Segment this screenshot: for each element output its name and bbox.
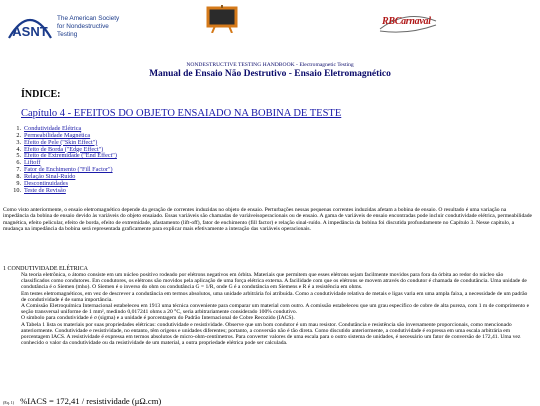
table-of-contents [6, 126, 117, 194]
toc-link-fill-factor[interactable]: Fator de Enchimento ("Fill Factor") [24, 166, 113, 174]
section-paragraph: A Tabela 1 lista os materiais por suas propriedades elétricas: condutividade e resistividade. Observe que um bom condutor é um mau resistor. Condutância e resistência são inversamente proporcionais, como mencionado anteriormente. Condutividade e resistividade, no entanto, têm origens e unidades diferentes; portanto, a conversão não é tão direta. Como discutido anteriormente, a condutividade é expressa em uma escala arbitrária em porcentagem IACS. A resistividade é expressa em termos absolutos de micro-ohm-centímetros. Para converter valores de uma escala para o outro sistema de unidades, é necessário um fator de conversão de 172,41. Uma vez conhecido o valor da condutividade ou da resistividade de um material, a outra propriedade elétrica pode ser calculada. [21, 321, 521, 347]
section-paragraph: Na teoria eletrônica, o átomo consiste em um núcleo positivo rodeado por elétrons negativos em órbita. Materiais que permitem que esses elétrons sejam facilmente movidos para fora da órbita ao redor do núcleo são classificados como condutores. Em condutores, os elétrons são movidos pela aplicação de uma força elétrica externa. A facilidade com que os elétrons se movem através do condutor é chamada de condutância. Uma unidade de condutância é o Siemen (mho). O Siemen é o inverso do ohm ou condutância G = 1/R, onde G é a condutância em Siemens e R é a resistência em ohms. [21, 272, 527, 291]
toc-item [6, 188, 117, 195]
toc-number: 10. [13, 186, 21, 194]
toc-link-condutividade[interactable]: Condutividade Elétrica [24, 125, 82, 132]
intro-paragraph: Como visto anteriormente, o ensaio eletromagnético depende da geração de correntes induzidas no objeto de ensaio. Perturbações nessas pequenas correntes induzidas afetam a bobina de ensaio. O resultado é uma variação na impedância da bobina de ensaio devido às variáveis do objeto ensaiado. Essas variáveis são chamadas de variáveisoperacionais ou de ensaio. A gama de variáveis de ensaio encontradas pode incluir condutividade elétrica, permeabilidade magnética, efeito pelicular, efeito de borda, efeito de extremidade, afastamento (lift-off), fator de enchimento (fill factor) e relação sinal-ruído. A impedância da bobina foi discutida profundamente no Capítulo 3. Nesse capítulo, a mudança na impedância da bobina será representada graficamente para explicar mais efetivamente a interação das variáveis operacionais. [3, 207, 533, 232]
toc-link-descontinuidades[interactable]: Descontinuidades [24, 179, 68, 187]
toc-link-edge-effect[interactable]: Efeito de Borda ("Edge Effect") [24, 145, 104, 153]
section-paragraph: O símbolo para condutividade é σ (sigma) e a unidade é porcentagem do Padrão Internacional de Cobre Recozido (IACS). [21, 315, 295, 322]
equation-text: %IACS = 172,41 / resistividade (μΩ.cm) [20, 396, 162, 406]
toc-link-teste-revisao[interactable]: Teste de Revisão [24, 186, 66, 194]
rbcarnaval-logo[interactable] [376, 7, 440, 37]
section-paragraph: Em testes eletromagnéticos, em vez de descrever a condutância em termos absolutos, uma unidade arbitrária foi atribuída. Como a condutividade relativa de metais e ligas varia em uma ampla faixa, a necessidade de um padrão de condutividade é de suma importância. [21, 290, 528, 303]
toc-item [6, 153, 117, 160]
toc-number: 3. [16, 138, 21, 146]
toc-number: 4. [16, 145, 21, 153]
section-title: 1 CONDUTIVIDADE ELÉTRICA [3, 266, 88, 272]
toc-link-permeabilidade[interactable]: Permeabilidade Magnética [24, 131, 91, 139]
handbook-line: NONDESTRUCTIVE TESTING HANDBOOK - Electromagnetic Testing [186, 62, 354, 68]
toc-link-liftoff[interactable]: Liftoff [24, 159, 41, 167]
equation-label: (Eq. 1) [3, 399, 15, 405]
chapter-title-link[interactable]: Capítulo 4 - EFEITOS DO OBJETO ENSAIADO NA BOBINA DE TESTE [21, 108, 342, 119]
toc-number: 2. [16, 131, 21, 139]
asnt-logo[interactable] [5, 6, 125, 46]
toc-number: 1. [16, 125, 21, 132]
toc-number: 6. [16, 159, 21, 167]
rb-logo-text: RBCarnaval [382, 16, 431, 27]
section-body [21, 272, 533, 346]
toc-link-skin-effect[interactable]: Efeito de Pele ("Skin Effect") [24, 138, 98, 146]
page-title: Manual de Ensaio Não Destrutivo - Ensaio Eletromagnético [149, 69, 391, 79]
toc-number: 8. [16, 172, 21, 180]
asnt-line2: for Nondestructive Testing [57, 23, 109, 38]
asnt-emblem-icon [5, 8, 55, 44]
index-heading: ÍNDICE: [21, 89, 61, 100]
toc-link-sinal-ruido[interactable]: Relação Sinal-Ruído [24, 172, 76, 180]
asnt-logo-caption [57, 15, 125, 39]
chalkboard-icon [205, 5, 239, 33]
toc-link-end-effect[interactable]: Efeito de Extremidade ("End Effect") [24, 152, 117, 160]
toc-number: 5. [16, 152, 21, 160]
section-paragraph: A Comissão Eletroquímica Internacional estabeleceu em 1913 uma técnica conveniente para comparar um material com outro. A comissão estabeleceu que um grau específico de cobre de alta pureza, com 1 m de comprimento e seção transversal uniforme de 1 mm², medindo 0,017241 ohms a 20 °C, seria arbitrariamente considerado 100% condutivo. [21, 303, 530, 316]
asnt-line1: The American Society [57, 15, 120, 22]
toc-number: 9. [16, 179, 21, 187]
toc-number: 7. [16, 166, 21, 174]
svg-text:ASNT: ASNT [12, 24, 48, 39]
